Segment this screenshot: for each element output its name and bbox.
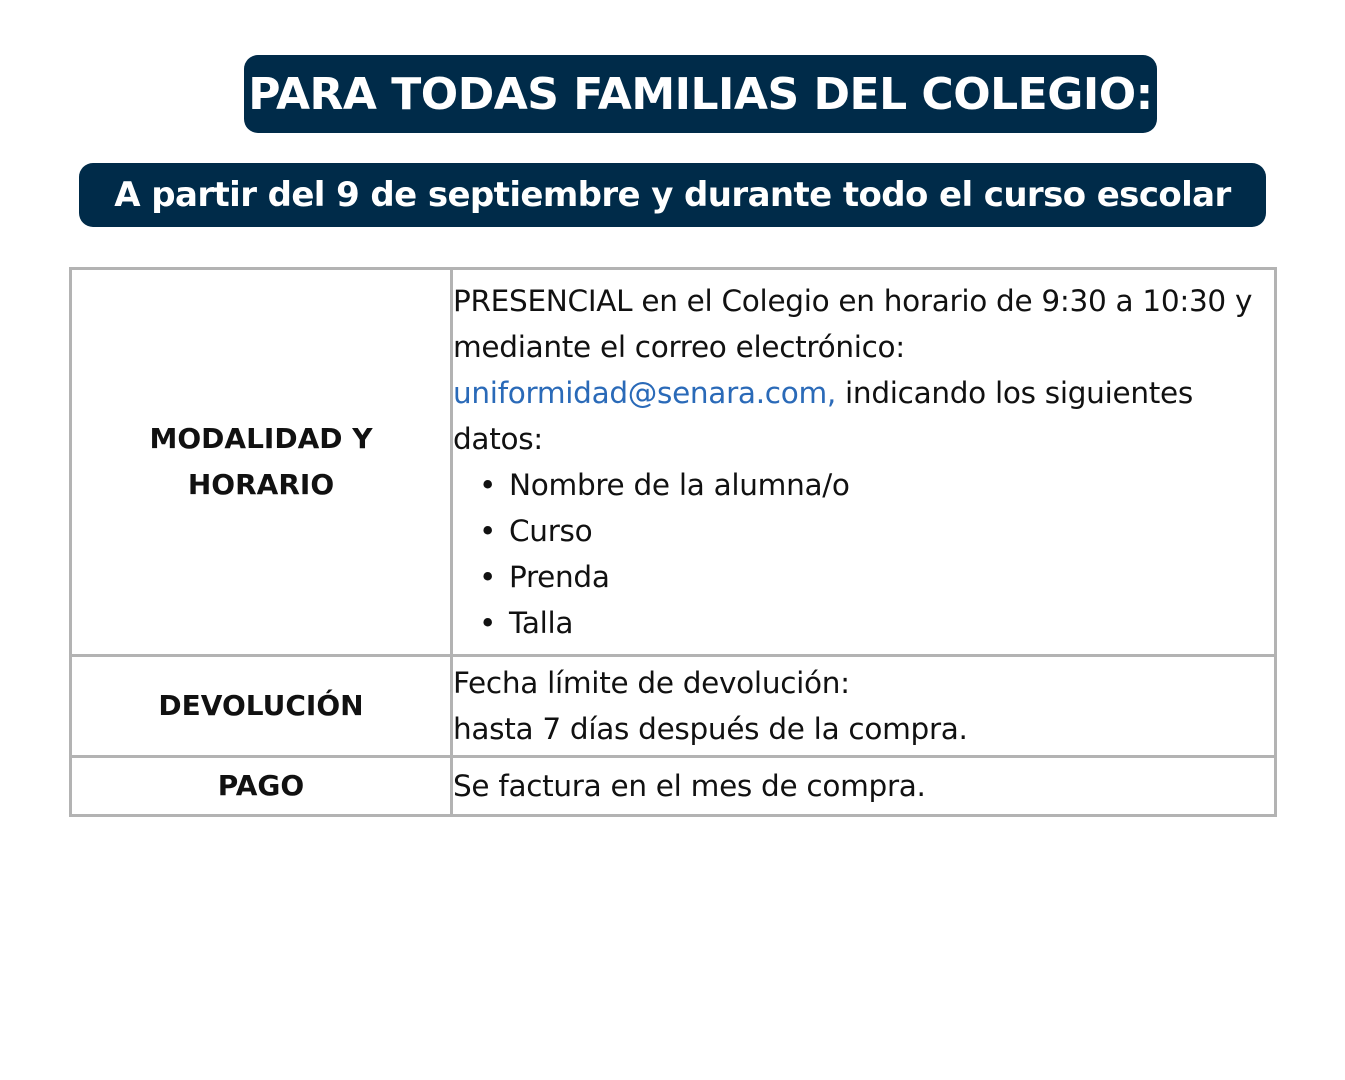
modalidad-intro-after-email: indicando los siguientes datos: — [453, 376, 1193, 456]
info-table — [69, 267, 1277, 817]
bullet-icon: • — [479, 468, 497, 502]
pago-text: Se factura en el mes de compra. — [453, 769, 926, 803]
devolucion-label-cell — [71, 656, 452, 757]
main-title-banner — [244, 55, 1157, 133]
bullet-icon: • — [479, 606, 497, 640]
devolucion-value-cell — [452, 656, 1276, 757]
devolucion-line-1: Fecha límite de devolución: — [453, 666, 850, 700]
email-link[interactable]: uniformidad@senara.com, — [453, 376, 836, 410]
modalidad-intro: PRESENCIAL en el Colegio en horario de 9:30 a 10:30 y mediante el correo electrónico: — [453, 284, 1253, 364]
list-item — [479, 600, 1274, 646]
list-item — [479, 508, 1274, 554]
list-item — [479, 554, 1274, 600]
devolucion-line-2: hasta 7 días después de la compra. — [453, 712, 968, 746]
modalidad-label-cell — [71, 269, 452, 656]
devolucion-label: DEVOLUCIÓN — [158, 689, 364, 722]
table-row-modalidad — [71, 269, 1276, 656]
table-row-devolucion — [71, 656, 1276, 757]
bullet-icon: • — [479, 514, 497, 548]
modalidad-description — [453, 278, 1274, 462]
subtitle: A partir del 9 de septiembre y durante todo el curso escolar — [114, 175, 1231, 215]
pago-value-cell — [452, 757, 1276, 816]
modalidad-label: MODALIDAD Y HORARIO — [149, 422, 373, 501]
list-item — [479, 462, 1274, 508]
list-item-text: Curso — [509, 514, 593, 548]
pago-label-cell — [71, 757, 452, 816]
bullet-icon: • — [479, 560, 497, 594]
modalidad-value-cell — [452, 269, 1276, 656]
list-item-text: Prenda — [509, 560, 610, 594]
list-item-text: Talla — [509, 606, 574, 640]
required-data-list — [453, 462, 1274, 646]
main-title: PARA TODAS FAMILIAS DEL COLEGIO: — [248, 68, 1153, 120]
list-item-text: Nombre de la alumna/o — [509, 468, 850, 502]
pago-label: PAGO — [217, 769, 305, 802]
subtitle-banner — [79, 163, 1266, 227]
table-row-pago — [71, 757, 1276, 816]
